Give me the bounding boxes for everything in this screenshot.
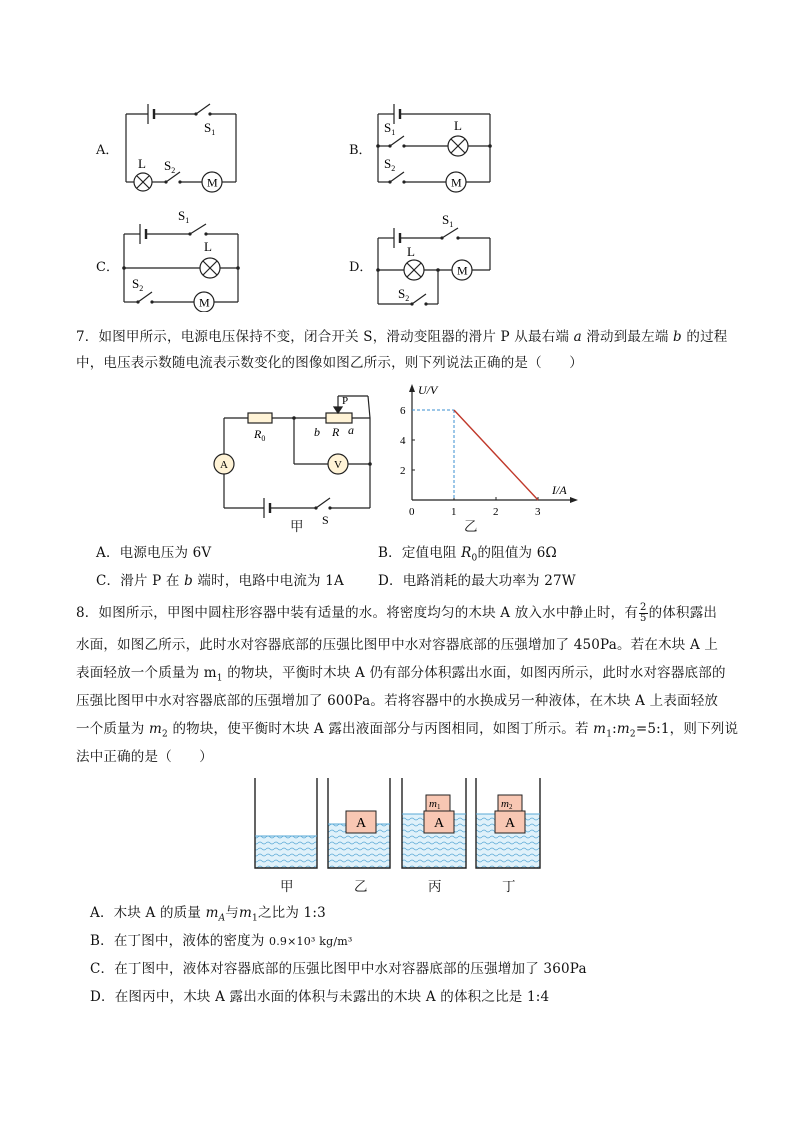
svg-text:S1: $S_1$: [442, 212, 454, 229]
q7-circuit-caption: 甲: [290, 519, 304, 535]
q7-option-d: D．电路消耗的最大功率为 27W: [378, 573, 576, 589]
s2-label: $S_2$: [164, 158, 176, 175]
q8-option-c: C．在丁图中，液体对容器底部的压强比图甲中水对容器底部的压强增加了 360Pa: [90, 961, 587, 977]
q8-stem-line3: 表面轻放一个质量为 $m_1$ 的物块，平衡时木块 A 仍有部分体积露出水面，如图丙所示，此时水对容器底部的: [76, 665, 726, 684]
svg-text:S1: $S_1$: [178, 208, 190, 225]
resistor-r0: [248, 413, 272, 423]
fraction-two-fifths: $\frac{2}{5}$: [640, 602, 647, 624]
svg-text:A: A: [220, 459, 228, 471]
caption-yi: 乙: [354, 879, 368, 895]
svg-text:L: L: [407, 244, 415, 259]
svg-text:S2: $S_2$: [398, 286, 410, 303]
q7-option-c: C．滑片 P 在 b 端时，电路中电流为 1A: [96, 573, 344, 589]
q7-option-b: B．定值电阻 $R_0$的阻值为 6Ω: [378, 545, 557, 564]
svg-text:S: S: [322, 513, 329, 527]
svg-text:b: b: [314, 425, 320, 439]
q7-stem-line2: 中，电压表示数随电流表示数变化的图像如图乙所示，则下列说法正确的是（ ）: [76, 355, 583, 371]
x-tick-label: 3: [535, 506, 541, 518]
q8-option-a: A．木块 A 的质量 $m_A$与$m_1$之比为 1:3: [90, 905, 326, 924]
svg-text:P: P: [342, 395, 349, 407]
q6-option-d-letter: D．: [349, 260, 373, 275]
q8-stem-line4: 压强比图甲中水对容器底部的压强增加了 600Pa。若将容器中的水换成另一种液体，在木块 A 上表面轻放: [76, 693, 719, 709]
svg-text:M: M: [457, 263, 468, 278]
svg-text:V: V: [334, 459, 342, 471]
container-bing: [402, 778, 466, 868]
container-jia: [255, 778, 317, 868]
q8-stem-line2: 水面，如图乙所示，此时水对容器底部的压强比图甲中水对容器底部的压强增加了 450Pa。若在木块 A 上: [76, 637, 719, 653]
svg-text:S2: $S_2$: [132, 276, 144, 293]
x-tick-label: 1: [451, 506, 457, 518]
q7-ui-graph: [396, 382, 596, 532]
q7-option-a: A．电源电压为 6V: [96, 545, 212, 561]
switch-s1-blade: [196, 104, 210, 114]
svg-text:A: A: [356, 816, 367, 831]
q8-containers-figure: [250, 774, 550, 874]
y-tick-label: 2: [400, 465, 406, 477]
svg-text:S2: $S_2$: [384, 156, 396, 173]
q6-circuit-a: [118, 96, 248, 196]
q8-stem-line6: 法中正确的是（ ）: [76, 749, 213, 765]
m-label: M: [207, 175, 218, 190]
q7-graph-caption: 乙: [464, 519, 478, 535]
q8-option-d: D．在图丙中，木块 A 露出水面的体积与未露出的木块 A 的体积之比是 1:4: [90, 989, 550, 1005]
caption-ding: 丁: [502, 879, 516, 895]
x-axis-arrow: [570, 497, 578, 503]
rheostat-r: [326, 413, 352, 423]
q7-circuit-diagram: [210, 384, 382, 536]
svg-text:L: L: [204, 239, 212, 254]
svg-text:M: M: [451, 175, 462, 190]
y-tick-label: 6: [400, 405, 406, 417]
q6-circuit-d: [372, 208, 497, 312]
q7-stem-line1: 7．如图甲所示，电源电压保持不变，闭合开关 S，滑动变阻器的滑片 P 从最右端 a 滑动到最左端 b 的过程: [76, 329, 728, 345]
svg-text:a: a: [348, 423, 354, 437]
y-axis-arrow: [409, 384, 415, 392]
y-axis-label: U/V: [418, 383, 438, 397]
container-ding: [476, 778, 540, 868]
svg-text:S1: $S_1$: [384, 120, 396, 137]
x-tick-label: 2: [493, 506, 499, 518]
x-axis-label: I/A: [552, 483, 567, 497]
svg-text:L: L: [454, 118, 462, 133]
q8-stem-line5: 一个质量为 $m_2$ 的物块，使平衡时木块 A 露出液面部分与丙图相同，如图丁所示。若 $m_1:m_2=5:1$，则下列说: [76, 721, 739, 740]
x-tick-label: 0: [409, 506, 415, 518]
svg-text:R0: $R_0$: [254, 427, 266, 443]
q6-option-a-letter: A．: [96, 143, 119, 158]
q6-option-b-letter: B．: [349, 143, 372, 158]
svg-text:m1: m1: [429, 798, 441, 811]
caption-jia: 甲: [280, 879, 294, 895]
q8-stem-line1: 8．如图所示，甲图中圆柱形容器中装有适量的水。将密度均匀的木块 A 放入水中静止时，有 $\frac{2}{5}$ 的体积露出: [76, 602, 718, 624]
q6-option-c-letter: C．: [96, 260, 119, 275]
caption-bing: 丙: [428, 879, 442, 895]
u-i-line: [454, 410, 538, 500]
y-tick-label: 4: [400, 435, 406, 447]
s1-label: $S_1$: [204, 120, 216, 137]
svg-text:A: A: [505, 816, 516, 831]
q6-circuit-b: [372, 96, 497, 196]
svg-text:R: R: [332, 425, 340, 439]
svg-text:M: M: [199, 295, 210, 310]
container-yi: [328, 778, 390, 868]
svg-text:m2: m2: [501, 798, 513, 811]
svg-text:A: A: [434, 816, 445, 831]
l-label: L: [138, 156, 146, 171]
q6-circuit-c: [118, 208, 248, 312]
q8-option-b: B．在丁图中，液体的密度为 0.9×10³ kg/m³: [90, 933, 353, 949]
